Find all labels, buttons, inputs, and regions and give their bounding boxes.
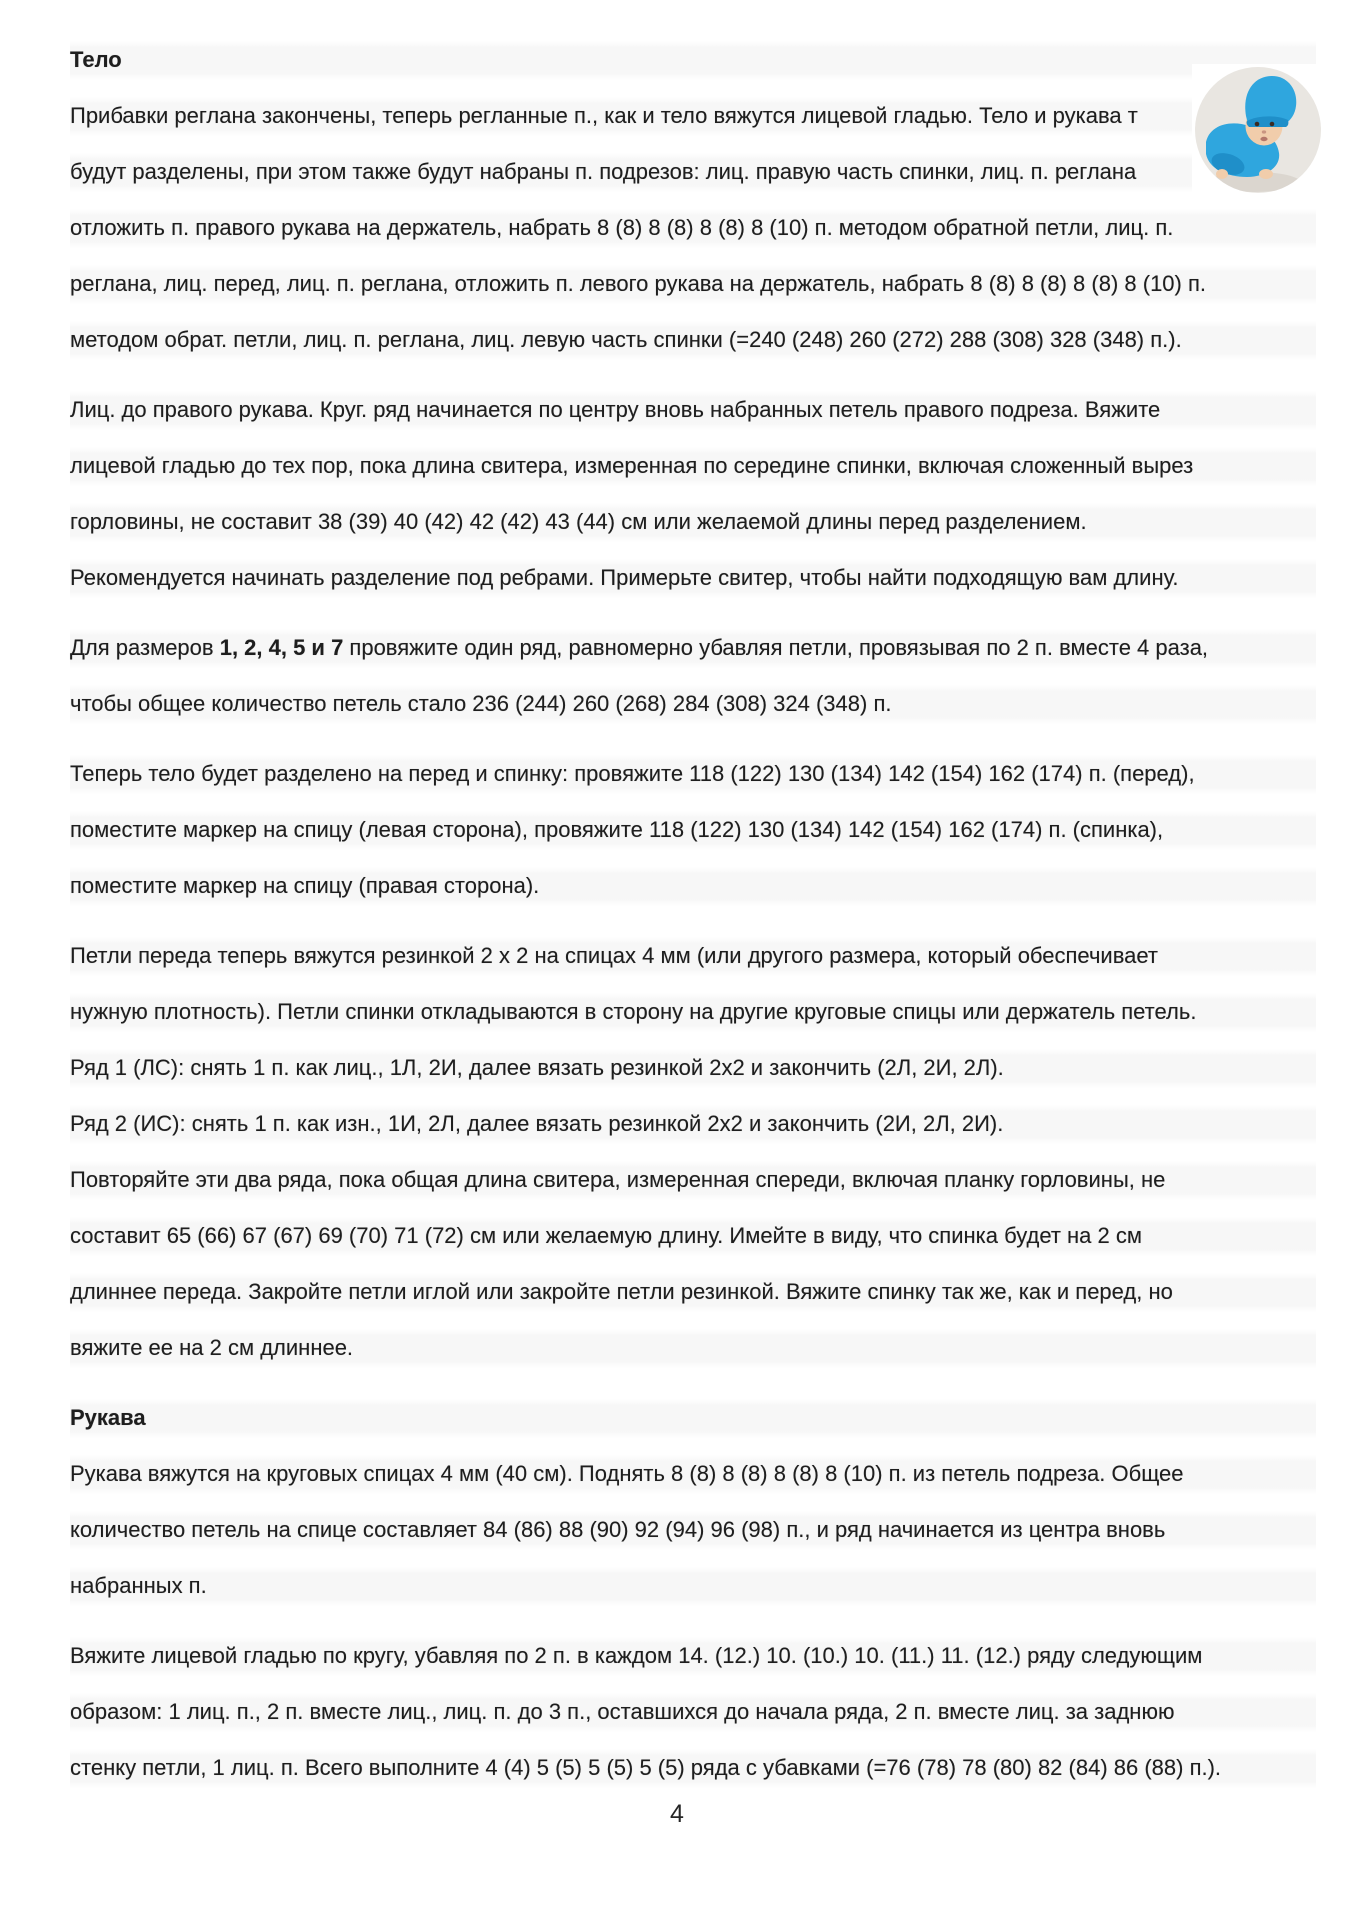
- paragraph: [70, 746, 1316, 914]
- bold-text-segment: 1, 2, 4, 5 и 7: [219, 635, 344, 660]
- text-line: горловины, не составит 38 (39) 40 (42) 42 (42) 43 (44) см или желаемой длины перед разделением.: [70, 494, 1316, 550]
- text-line: Рекомендуется начинать разделение под ребрами. Примерьте свитер, чтобы найти подходящую вам длину.: [70, 550, 1316, 606]
- baby-photo: [1192, 64, 1324, 196]
- text-line: образом: 1 лиц. п., 2 п. вместе лиц., лиц. п. до 3 п., оставшихся до начала ряда, 2 п. вместе лиц. за заднюю: [70, 1684, 1316, 1740]
- text-line: Теперь тело будет разделено на перед и спинку: провяжите 118 (122) 130 (134) 142 (154) 162 (174) п. (перед),: [70, 746, 1316, 802]
- paragraph: [70, 620, 1316, 732]
- text-line: Рукава вяжутся на круговых спицах 4 мм (40 см). Поднять 8 (8) 8 (8) 8 (8) 8 (10) п. из петель подреза. Общее: [70, 1446, 1316, 1502]
- text-line: Ряд 2 (ИС): снять 1 п. как изн., 1И, 2Л, далее вязать резинкой 2х2 и закончить (2И, 2Л, 2И).: [70, 1096, 1316, 1152]
- text-line: Прибавки реглана закончены, теперь регланные п., как и тело вяжутся лицевой гладью. Тело и рукава т: [70, 88, 1316, 144]
- text-line: вяжите ее на 2 см длиннее.: [70, 1320, 1316, 1376]
- text-line: стенку петли, 1 лиц. п. Всего выполните 4 (4) 5 (5) 5 (5) 5 (5) ряда с убавками (=76 (78) 78 (80) 82 (84) 86 (88) п.).: [70, 1740, 1316, 1796]
- text-line: реглана, лиц. перед, лиц. п. реглана, отложить п. левого рукава на держатель, набрать 8 (8) 8 (8) 8 (8) 8 (10) п.: [70, 256, 1316, 312]
- section-heading: [70, 32, 1316, 88]
- heading-text: Тело: [70, 32, 1316, 88]
- text-line: длиннее переда. Закройте петли иглой или закройте петли резинкой. Вяжите спинку так же, как и перед, но: [70, 1264, 1316, 1320]
- paragraph: [70, 1628, 1316, 1796]
- text-line: Ряд 1 (ЛС): снять 1 п. как лиц., 1Л, 2И, далее вязать резинкой 2х2 и закончить (2Л, 2И, 2Л).: [70, 1040, 1316, 1096]
- text-segment: провяжите один ряд, равномерно убавляя петли, провязывая по 2 п. вместе 4 раза,: [343, 635, 1209, 660]
- baby-photo-illustration: [1192, 64, 1324, 196]
- text-line: нужную плотность). Петли спинки откладываются в сторону на другие круговые спицы или держатель петель.: [70, 984, 1316, 1040]
- page-number: 4: [670, 1800, 684, 1828]
- text-line: Повторяйте эти два ряда, пока общая длина свитера, измеренная спереди, включая планку горловины, не: [70, 1152, 1316, 1208]
- document-content: [70, 32, 1316, 1810]
- section-heading: [70, 1390, 1316, 1446]
- text-line: будут разделены, при этом также будут набраны п. подрезов: лиц. правую часть спинки, лиц. п. реглана: [70, 144, 1316, 200]
- text-line: количество петель на спице составляет 84 (86) 88 (90) 92 (94) 96 (98) п., и ряд начинается из центра вновь: [70, 1502, 1316, 1558]
- paragraph: [70, 382, 1316, 606]
- text-line: поместите маркер на спицу (левая сторона), провяжите 118 (122) 130 (134) 142 (154) 162 (174) п. (спинка),: [70, 802, 1316, 858]
- text-line: чтобы общее количество петель стало 236 (244) 260 (268) 284 (308) 324 (348) п.: [70, 676, 1316, 732]
- text-line: отложить п. правого рукава на держатель, набрать 8 (8) 8 (8) 8 (8) 8 (10) п. методом обратной петли, лиц. п.: [70, 200, 1316, 256]
- paragraph: [70, 1446, 1316, 1614]
- paragraph: [70, 88, 1316, 368]
- text-line: поместите маркер на спицу (правая сторона).: [70, 858, 1316, 914]
- text-segment: Для размеров: [70, 635, 220, 660]
- text-line: [70, 620, 1316, 676]
- text-line: методом обрат. петли, лиц. п. реглана, лиц. левую часть спинки (=240 (248) 260 (272) 288 (308) 328 (348) п.).: [70, 312, 1316, 368]
- text-line: набранных п.: [70, 1558, 1316, 1614]
- paragraph: [70, 928, 1316, 1376]
- text-line: Вяжите лицевой гладью по кругу, убавляя по 2 п. в каждом 14. (12.) 10. (10.) 10. (11.) 11. (12.) ряду следующим: [70, 1628, 1316, 1684]
- text-line: Петли переда теперь вяжутся резинкой 2 х 2 на спицах 4 мм (или другого размера, который обеспечивает: [70, 928, 1316, 984]
- text-line: составит 65 (66) 67 (67) 69 (70) 71 (72) см или желаемую длину. Имейте в виду, что спинка будет на 2 см: [70, 1208, 1316, 1264]
- text-line: Лиц. до правого рукава. Круг. ряд начинается по центру вновь набранных петель правого подреза. Вяжите: [70, 382, 1316, 438]
- text-line: лицевой гладью до тех пор, пока длина свитера, измеренная по середине спинки, включая сложенный вырез: [70, 438, 1316, 494]
- heading-text: Рукава: [70, 1390, 1316, 1446]
